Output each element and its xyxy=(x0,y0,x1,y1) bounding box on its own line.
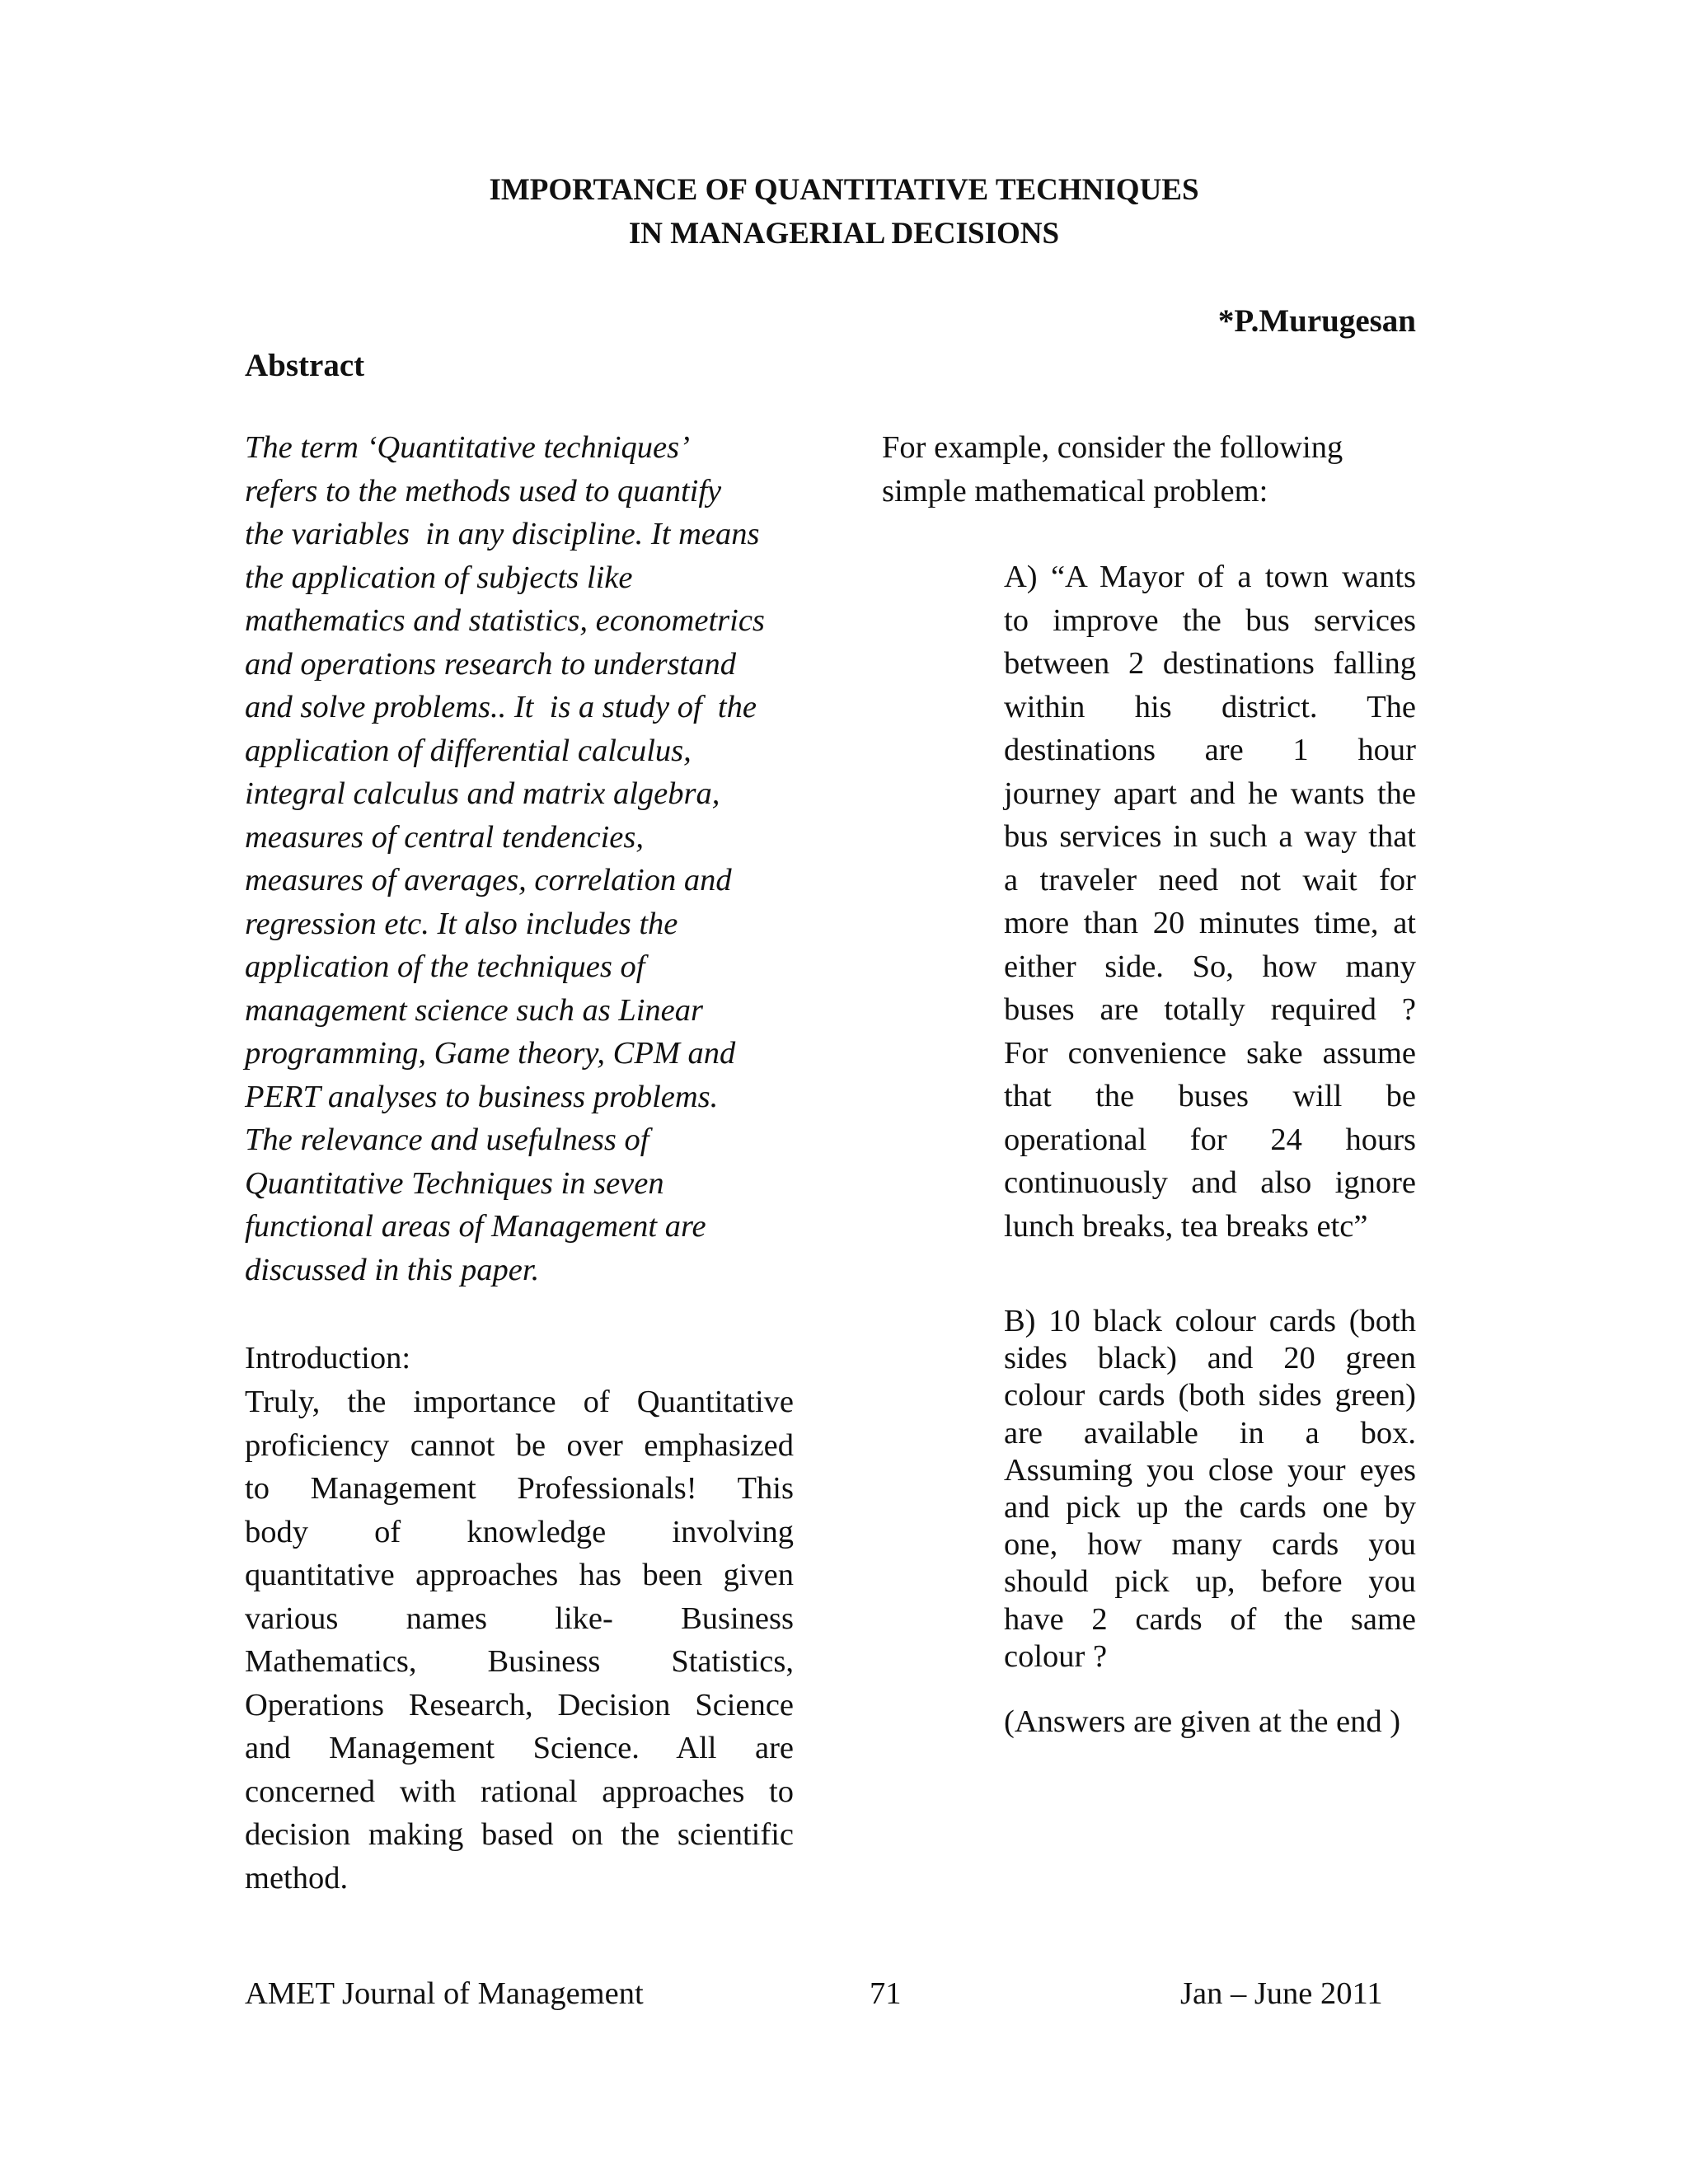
problem-a-line: continuously and also ignore xyxy=(1004,1165,1416,1200)
problem-a-line: that the buses will be xyxy=(1004,1079,1416,1113)
abstract-line: refers to the methods used to quantify xyxy=(245,473,722,509)
author-name: *P.Murugesan xyxy=(1217,303,1416,339)
problem-b-line: have 2 cards of the same xyxy=(1004,1601,1416,1637)
problem-a-line: to improve the bus services xyxy=(1004,602,1416,638)
problem-b-line: B) 10 black colour cards (both xyxy=(1004,1304,1416,1338)
problem-a-line: within his district. The xyxy=(1004,689,1416,724)
abstract-line: management science such as Linear xyxy=(245,992,703,1028)
problem-a-line: journey apart and he wants the xyxy=(1004,776,1416,811)
problem-b-line: are available in a box. xyxy=(1004,1415,1416,1451)
problem-b-line: colour ? xyxy=(1004,1638,1108,1674)
abstract-body xyxy=(245,426,794,1291)
abstract-line: and operations research to understand xyxy=(245,646,736,682)
problem-b-line: sides black) and 20 green xyxy=(1004,1341,1416,1376)
abstract-line: measures of central tendencies, xyxy=(245,819,644,855)
abstract-line: The relevance and usefulness of xyxy=(245,1122,649,1157)
introduction-line: method. xyxy=(245,1860,349,1896)
introduction-line: Operations Research, Decision Science xyxy=(245,1687,794,1722)
problem-b-line: and pick up the cards one by xyxy=(1004,1489,1416,1525)
answers-note: (Answers are given at the end ) xyxy=(1004,1704,1401,1739)
abstract-line: Quantitative Techniques in seven xyxy=(245,1165,664,1201)
abstract-line: measures of averages, correlation and xyxy=(245,863,732,898)
problem-a-line: A) “A Mayor of a town wants xyxy=(1004,560,1416,594)
introduction-heading-block xyxy=(245,1337,794,1380)
problem-a-line: a traveler need not wait for xyxy=(1004,862,1416,898)
example-intro-line: simple mathematical problem: xyxy=(882,473,1268,509)
introduction-line: body of knowledge involving xyxy=(245,1514,794,1549)
footer-issue-date: Jan – June 2011 xyxy=(1180,1976,1383,2011)
example-intro xyxy=(882,426,1459,513)
abstract-heading: Abstract xyxy=(245,348,365,383)
problem-b xyxy=(1004,1303,1416,1675)
problem-b-line: one, how many cards you xyxy=(1004,1527,1416,1563)
abstract-line: application of the techniques of xyxy=(245,949,645,984)
example-intro-line: For example, consider the following xyxy=(882,430,1343,465)
problem-a-line: buses are totally required ? xyxy=(1004,992,1416,1027)
introduction-line: proficiency cannot be over emphasized xyxy=(245,1427,794,1463)
abstract-line: integral calculus and matrix algebra, xyxy=(245,776,720,811)
abstract-line: and solve problems.. It is a study of the xyxy=(245,690,757,724)
problem-a-line: bus services in such a way that xyxy=(1004,819,1416,854)
problem-a-line: operational for 24 hours xyxy=(1004,1122,1416,1157)
problem-a-line: destinations are 1 hour xyxy=(1004,733,1416,767)
abstract-line: mathematics and statistics, econometrics xyxy=(245,603,765,638)
paper-title-line-2: IN MANAGERIAL DECISIONS xyxy=(628,217,1060,251)
abstract-line: regression etc. It also includes the xyxy=(245,906,678,941)
problem-a xyxy=(1004,555,1416,1248)
introduction-line: and Management Science. All are xyxy=(245,1731,794,1765)
introduction-line: quantitative approaches has been given xyxy=(245,1558,794,1592)
problem-b-line: colour cards (both sides green) xyxy=(1004,1378,1416,1413)
problem-b-line: Assuming you close your eyes xyxy=(1004,1452,1416,1488)
problem-a-line: between 2 destinations falling xyxy=(1004,646,1416,681)
problem-a-line: either side. So, how many xyxy=(1004,949,1416,984)
abstract-line: application of differential calculus, xyxy=(245,733,692,768)
introduction-line: to Management Professionals! This xyxy=(245,1471,794,1506)
introduction-line: Truly, the importance of Quantitative xyxy=(245,1385,794,1419)
introduction-line: various names like- Business xyxy=(245,1601,794,1636)
abstract-line: the variables in any discipline. It means xyxy=(245,517,760,551)
abstract-line: programming, Game theory, CPM and xyxy=(245,1036,736,1071)
problem-a-line: For convenience sake assume xyxy=(1004,1035,1416,1071)
introduction-body xyxy=(245,1380,794,1900)
footer-journal-name: AMET Journal of Management xyxy=(245,1976,644,2011)
problem-b-line: should pick up, before you xyxy=(1004,1564,1416,1600)
introduction-line: concerned with rational approaches to xyxy=(245,1774,794,1809)
paper-title-line-1: IMPORTANCE OF QUANTITATIVE TECHNIQUES xyxy=(489,173,1199,207)
abstract-line: The term ‘Quantitative techniques’ xyxy=(245,430,690,465)
abstract-line: discussed in this paper. xyxy=(245,1252,540,1287)
introduction-line: decision making based on the scientific xyxy=(245,1817,794,1852)
abstract-line: PERT analyses to business problems. xyxy=(245,1079,719,1114)
abstract-line: functional areas of Management are xyxy=(245,1209,706,1244)
answers-note-block xyxy=(1004,1700,1416,1744)
problem-a-line: more than 20 minutes time, at xyxy=(1004,906,1416,940)
introduction-heading: Introduction: xyxy=(245,1341,411,1376)
problem-a-line: lunch breaks, tea breaks etc” xyxy=(1004,1208,1368,1244)
footer-page-number: 71 xyxy=(870,1976,902,2011)
abstract-line: the application of subjects like xyxy=(245,560,633,595)
introduction-line: Mathematics, Business Statistics, xyxy=(245,1644,794,1679)
